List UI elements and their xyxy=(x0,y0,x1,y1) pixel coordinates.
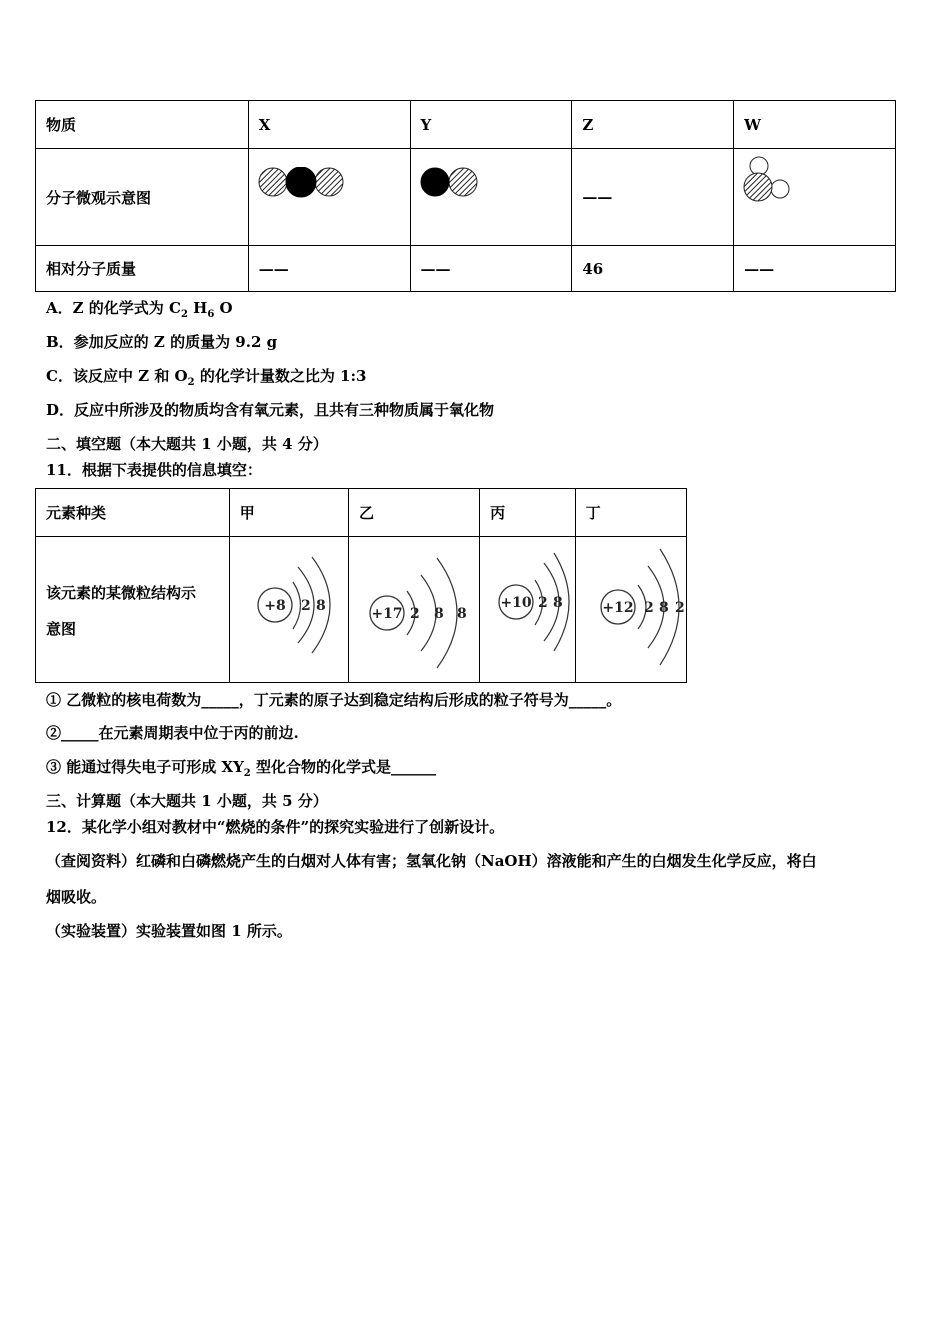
fill-question-3-pre: ③ 能通过得失电子可形成 XY xyxy=(46,758,244,776)
mass-x: —— xyxy=(248,246,410,292)
fill-question-3 xyxy=(46,756,436,779)
w-model-cell xyxy=(734,149,896,246)
bing-electrons-2: 8 xyxy=(553,595,563,611)
y-atom-1 xyxy=(421,168,449,196)
header-substance: 物质 xyxy=(36,101,249,149)
header-z: Z xyxy=(572,101,734,149)
section-2-heading: 二、填空题（本大题共 1 小题，共 4 分） xyxy=(46,435,328,453)
w-atom-center xyxy=(744,173,772,201)
jia-shell-1 xyxy=(293,582,301,629)
x-atom-1 xyxy=(259,168,287,196)
element-table xyxy=(35,488,687,683)
substance-table xyxy=(35,100,896,292)
info-paragraph-line1: （查阅资料）红磷和白磷燃烧产生的白烟对人体有害；氢氧化钠（NaOH）溶液能和产生的白烟发生化学反应，将白 xyxy=(46,852,817,870)
mass-z: 46 xyxy=(572,246,734,292)
ding-electrons-2: 8 xyxy=(658,600,669,616)
apparatus-line: （实验装置）实验装置如图 1 所示。 xyxy=(46,922,292,940)
element-header-row xyxy=(36,489,687,537)
header-yi: 乙 xyxy=(348,489,479,537)
jia-structure-cell xyxy=(229,537,348,683)
row-label-line2: 意图 xyxy=(46,619,77,638)
jia-nucleus-charge: +8 xyxy=(263,598,286,614)
option-a-sub2: 6 xyxy=(207,309,215,320)
x-atom-2 xyxy=(286,167,316,197)
bing-atom-diagram xyxy=(480,545,575,655)
fill-question-1: ① 乙微粒的核电荷数为_____，丁元素的原子达到稳定结构后形成的粒子符号为_____。 xyxy=(46,691,622,709)
info-paragraph-line2: 烟吸收。 xyxy=(46,888,107,906)
option-d: D．反应中所涉及的物质均含有氧元素，且共有三种物质属于氧化物 xyxy=(46,401,495,419)
header-bing: 丙 xyxy=(480,489,575,537)
ding-electrons-1: 2 xyxy=(643,600,654,616)
mass-y: —— xyxy=(410,246,572,292)
w-atom-top xyxy=(750,157,768,175)
ding-nucleus-charge: +12 xyxy=(602,600,634,616)
yi-nucleus-charge: +17 xyxy=(371,606,403,622)
row-label-structure xyxy=(36,537,230,683)
header-y: Y xyxy=(410,101,572,149)
header-jia: 甲 xyxy=(229,489,348,537)
model-row xyxy=(36,149,896,246)
ding-atom-diagram xyxy=(576,541,686,671)
x-atom-3 xyxy=(315,168,343,196)
option-c-sub: 2 xyxy=(187,377,195,388)
jia-atom-diagram xyxy=(230,547,348,667)
option-c-prefix: C．该反应中 Z 和 O xyxy=(46,367,188,385)
table-header-row xyxy=(36,101,896,149)
ding-structure-cell xyxy=(575,537,686,683)
row-label-model: 分子微观示意图 xyxy=(36,149,249,246)
yi-electrons-1: 2 xyxy=(409,606,420,622)
option-a xyxy=(46,297,233,320)
y-model-cell xyxy=(410,149,572,246)
ding-electrons-3: 2 xyxy=(674,600,685,616)
y-molecule-diagram xyxy=(419,167,499,207)
bing-electrons-1: 2 xyxy=(538,595,548,611)
fill-question-2: ②_____在元素周期表中位于丙的前边. xyxy=(46,724,299,742)
jia-electrons-1: 2 xyxy=(300,598,311,614)
x-model-cell xyxy=(248,149,410,246)
mass-w: —— xyxy=(734,246,896,292)
header-x: X xyxy=(248,101,410,149)
yi-atom-diagram xyxy=(349,543,479,669)
fill-question-3-post: 型化合物的化学式是______ xyxy=(250,758,436,776)
option-a-sub1: 2 xyxy=(180,309,188,320)
yi-electrons-3: 8 xyxy=(456,606,467,622)
question-12: 12．某化学小组对教材中“燃烧的条件”的探究实验进行了创新设计。 xyxy=(46,818,505,836)
option-a-prefix: A．Z 的化学式为 C xyxy=(46,299,181,317)
bing-structure-cell xyxy=(480,537,575,683)
header-w: W xyxy=(734,101,896,149)
option-c xyxy=(46,365,366,388)
option-a-suffix: O xyxy=(214,299,233,317)
bing-nucleus-charge: +10 xyxy=(500,595,532,611)
yi-electrons-2: 8 xyxy=(433,606,444,622)
z-model-cell: —— xyxy=(572,149,734,246)
option-c-suffix: 的化学计量数之比为 1:3 xyxy=(194,367,367,385)
option-b: B．参加反应的 Z 的质量为 9.2 g xyxy=(46,333,278,351)
option-a-mid: H xyxy=(187,299,208,317)
section-3-heading: 三、计算题（本大题共 1 小题，共 5 分） xyxy=(46,792,328,810)
w-molecule-diagram xyxy=(742,154,802,214)
header-element-kind: 元素种类 xyxy=(36,489,230,537)
yi-structure-cell xyxy=(348,537,479,683)
mass-row xyxy=(36,246,896,292)
x-molecule-diagram xyxy=(257,167,357,207)
header-ding: 丁 xyxy=(575,489,686,537)
question-11: 11．根据下表提供的信息填空： xyxy=(46,461,262,479)
structure-row xyxy=(36,537,687,683)
jia-electrons-2: 8 xyxy=(315,598,326,614)
row-label-line1: 该元素的某微粒结构示 xyxy=(46,583,197,602)
row-label-mass: 相对分子质量 xyxy=(36,246,249,292)
fill-question-3-sub: 2 xyxy=(243,768,251,779)
w-atom-right xyxy=(771,180,789,198)
y-atom-2 xyxy=(449,168,477,196)
